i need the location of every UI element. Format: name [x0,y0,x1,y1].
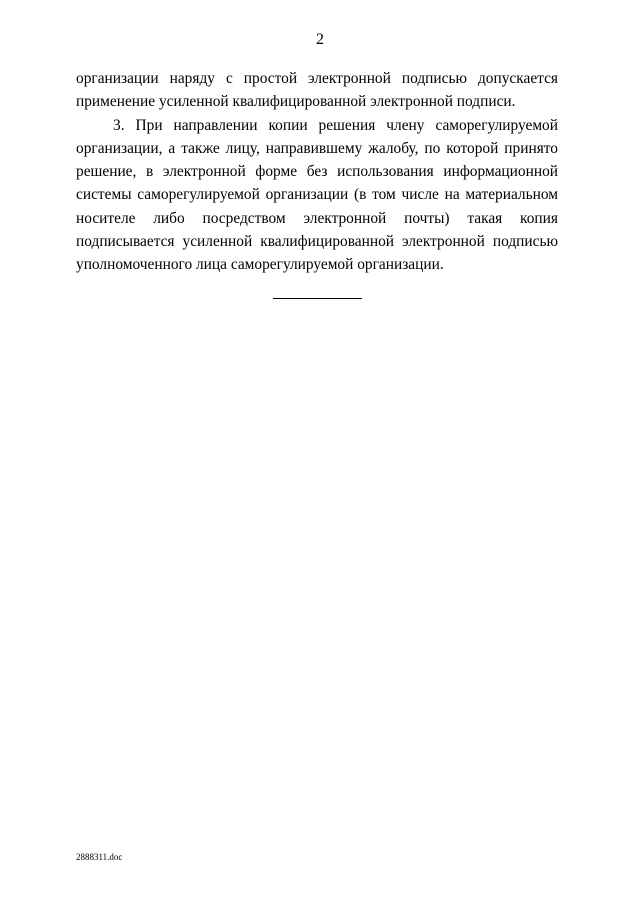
paragraph-continuation: организации наряду с простой электронной подписью допускается применение усиленной квалифицированной электронной подписи. [76,70,558,111]
end-divider [273,298,362,299]
page-number: 2 [316,31,324,48]
document-body [76,67,558,277]
document-file-reference: 2888311.doc [76,852,123,862]
paragraph-item-3: 3. При направлении копии решения члену саморегулируемой организации, а также лицу, направившему жалобу, по которой принято решение, в электронной форме без использования информационной системы саморегулируемой организации (в том числе на материальном носителе либо посредством электронной почты) такая копия подписывается усиленной квалифицированной электронной подписью уполномоченного лица саморегулируемой организации. [76,116,558,274]
